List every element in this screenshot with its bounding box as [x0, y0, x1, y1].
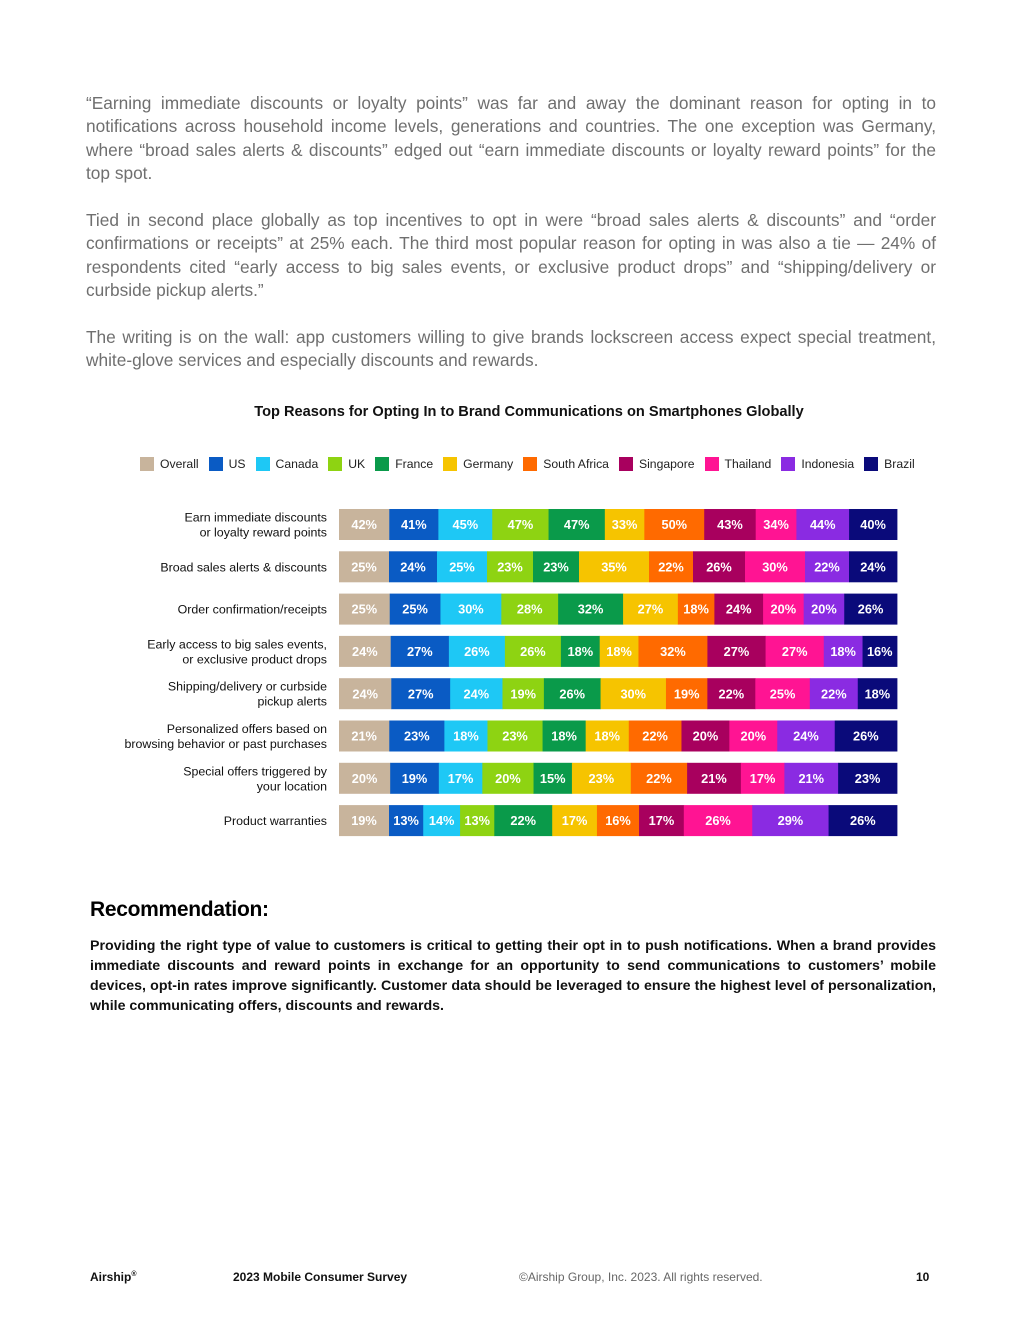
data-label: 13%: [464, 813, 490, 829]
category-label-line: Shipping/delivery or curbside: [167, 679, 327, 694]
data-label: 42%: [351, 517, 377, 533]
data-label: 20%: [351, 770, 378, 786]
legend-item-france: [375, 457, 433, 471]
data-label: 25%: [351, 559, 377, 575]
footer-report-title: 2023 Mobile Consumer Survey: [233, 1270, 408, 1284]
data-label: 41%: [401, 517, 427, 533]
data-label: 17%: [749, 770, 776, 786]
data-label: 26%: [857, 601, 884, 617]
chart-title: Top Reasons for Opting In to Brand Communications on Smartphones Globally: [254, 404, 804, 420]
data-label: 34%: [763, 517, 789, 533]
chart-legend: [140, 456, 925, 472]
data-label: 20%: [495, 770, 521, 786]
data-label: 16%: [866, 644, 893, 659]
data-label: 24%: [793, 728, 819, 744]
legend-label: Brazil: [884, 457, 915, 471]
legend-item-germany: [443, 457, 513, 471]
data-label: 20%: [770, 601, 797, 617]
data-label: 19%: [351, 813, 377, 829]
legend-swatch: [705, 457, 719, 471]
legend-item-south-africa: [523, 457, 609, 471]
data-label: 19%: [401, 770, 428, 786]
data-label: 18%: [594, 728, 621, 744]
data-label: 18%: [864, 686, 891, 702]
data-label: 26%: [853, 728, 879, 744]
category-label: [147, 637, 327, 666]
category-label-line: your location: [256, 779, 327, 794]
legend-swatch: [443, 457, 457, 471]
legend-label: Singapore: [638, 457, 695, 471]
data-label: 24%: [463, 686, 490, 702]
data-label: 22%: [510, 813, 537, 829]
legend-item-thailand: [705, 457, 772, 471]
data-label: 22%: [642, 728, 668, 744]
data-label: 35%: [601, 559, 627, 575]
data-label: 14%: [428, 813, 455, 829]
data-label: 21%: [798, 770, 825, 786]
legend-swatch: [523, 457, 537, 471]
data-label: 27%: [723, 644, 750, 659]
data-label: 26%: [849, 813, 876, 829]
data-label: 43%: [717, 517, 743, 533]
legend-swatch: [328, 457, 342, 471]
data-label: 17%: [447, 770, 474, 786]
category-label-line: Order confirmation/receipts: [177, 602, 327, 617]
legend-label: France: [395, 457, 434, 471]
category-label: [125, 722, 328, 751]
data-label: 25%: [449, 559, 475, 575]
data-label: 23%: [588, 770, 615, 786]
data-label: 21%: [351, 728, 377, 744]
category-label: [160, 560, 327, 574]
legend-label: UK: [348, 457, 366, 471]
data-label: 22%: [814, 559, 840, 575]
legend-swatch: [209, 457, 223, 471]
legend-item-brazil: [864, 457, 914, 471]
data-label: 47%: [563, 517, 590, 533]
category-label-line: Product warranties: [223, 814, 327, 829]
legend-item-canada: [256, 457, 319, 471]
data-label: 19%: [673, 686, 700, 702]
data-label: 13%: [393, 813, 419, 829]
category-label-line: Broad sales alerts & discounts: [160, 560, 327, 575]
legend-label: Germany: [463, 457, 514, 471]
data-label: 27%: [406, 644, 433, 659]
category-label-line: Earn immediate discounts: [184, 510, 327, 525]
data-label: 22%: [658, 559, 684, 575]
data-label: 22%: [820, 686, 847, 702]
data-label: 24%: [352, 644, 378, 659]
data-label: 18%: [453, 728, 479, 744]
intro-text: [86, 92, 936, 396]
data-label: 18%: [551, 728, 577, 744]
data-label: 24%: [400, 559, 426, 575]
footer-brand-mark: ®: [131, 1271, 137, 1278]
data-label: 40%: [860, 517, 886, 533]
data-label: 26%: [705, 813, 731, 829]
data-label: 32%: [660, 644, 686, 659]
data-label: 17%: [561, 813, 588, 829]
category-label-line: browsing behavior or past purchases: [124, 737, 327, 751]
category-label-line: or loyalty reward points: [199, 525, 327, 540]
data-label: 16%: [605, 813, 631, 829]
intro-paragraph-2: Tied in second place globally as top incentives to opt in were “broad sales alerts & discounts” and “order confirmations or receipts” at 25% each. The third most popular reason for opting in was also a tie — 24% of respondents cited “early access to big sales events, or exclusive product drops” and “shipping/delivery or curbside pickup alerts.”: [86, 210, 936, 301]
legend-swatch: [256, 457, 270, 471]
data-label: 18%: [683, 601, 709, 617]
legend-swatch: [375, 457, 389, 471]
data-label: 27%: [637, 601, 664, 617]
data-label: 24%: [352, 686, 378, 702]
category-label-line: pickup alerts: [257, 694, 327, 709]
legend-item-us: [209, 457, 246, 471]
legend-label: Overall: [160, 457, 199, 471]
legend-swatch: [781, 457, 795, 471]
footer-brand: [90, 1270, 137, 1284]
data-label: 23%: [543, 559, 569, 575]
legend-item-uk: [328, 457, 365, 471]
data-label: 23%: [404, 728, 430, 744]
data-label: 26%: [706, 559, 732, 575]
legend-item-singapore: [619, 457, 695, 471]
data-label: 26%: [559, 686, 586, 702]
data-label: 18%: [830, 644, 856, 659]
intro-paragraph-1: “Earning immediate discounts or loyalty points” was far and away the dominant reason for opting in to notifications across household income levels, generations and countries. The one exception was Germany, where “broad sales alerts & discounts” edged out “earn immediate discounts or loyalty reward points” for the top spot.: [86, 93, 936, 184]
data-label: 18%: [606, 644, 632, 659]
category-label-line: or exclusive product drops: [182, 652, 327, 667]
data-label: 50%: [661, 517, 688, 533]
data-label: 17%: [648, 813, 675, 829]
category-label-line: Special offers triggered by: [183, 764, 327, 779]
data-label: 23%: [502, 728, 528, 744]
data-label: 26%: [520, 644, 546, 659]
legend-swatch: [864, 457, 878, 471]
data-label: 22%: [718, 686, 745, 702]
recommendation-title: Recommendation:: [90, 898, 269, 921]
data-label: 30%: [762, 559, 788, 575]
category-label: [183, 764, 328, 793]
data-label: 27%: [781, 644, 808, 659]
data-label: 30%: [458, 601, 484, 617]
data-label: 32%: [577, 601, 604, 617]
legend-swatch: [140, 457, 154, 471]
data-label: 45%: [452, 517, 479, 533]
data-label: 24%: [725, 601, 752, 617]
legend-label: South Africa: [543, 457, 609, 471]
category-label-line: Personalized offers based on: [166, 722, 327, 736]
data-label: 25%: [769, 686, 796, 702]
data-label: 25%: [402, 601, 428, 617]
data-label: 23%: [854, 770, 881, 786]
data-label: 20%: [692, 728, 719, 744]
data-label: 29%: [777, 813, 804, 829]
data-label: 28%: [516, 601, 543, 617]
data-label: 21%: [701, 770, 727, 786]
footer-brand-name: Airship: [90, 1270, 132, 1284]
recommendation-body: Providing the right type of value to customers is critical to getting their opt in to push notifications. When a brand provides immediate discounts and reward points in exchange for an opportunity to send communications to customers’ mobile devices, opt-in rates improve significantly. Customer data should be leveraged to ensure the highest level of personalization, while communicating offers, discounts and rewards.: [90, 938, 936, 1014]
legend-item-indonesia: [781, 457, 854, 471]
data-label: 44%: [809, 517, 836, 533]
data-label: 27%: [407, 686, 434, 702]
legend-label: Indonesia: [801, 457, 855, 471]
data-label: 19%: [510, 686, 536, 702]
legend-item-overall: [140, 457, 199, 471]
data-label: 18%: [567, 644, 594, 659]
data-label: 24%: [860, 559, 886, 575]
data-label: 20%: [811, 601, 837, 617]
legend-label: US: [228, 457, 246, 471]
data-label: 26%: [464, 644, 490, 659]
category-label: [168, 680, 327, 709]
data-label: 23%: [497, 559, 523, 575]
legend-label: Thailand: [724, 457, 772, 471]
stacked-bar-chart: [0, 500, 1020, 850]
data-label: 22%: [646, 770, 672, 786]
data-label: 20%: [740, 728, 767, 744]
footer-copyright: ©Airship Group, Inc. 2023. All rights reserved.: [519, 1270, 763, 1284]
data-label: 15%: [539, 770, 566, 786]
data-label: 33%: [611, 517, 638, 533]
category-label: [178, 603, 327, 617]
footer-page-number: 10: [916, 1270, 930, 1284]
intro-paragraph-3: The writing is on the wall: app customers willing to give brands lockscreen access expect special treatment, white-glove services and especially discounts and rewards.: [86, 327, 936, 371]
data-label: 30%: [620, 686, 647, 702]
legend-swatch: [619, 457, 633, 471]
category-label-line: Early access to big sales events,: [147, 637, 327, 652]
data-label: 25%: [351, 601, 378, 617]
legend-label: Canada: [275, 457, 319, 471]
category-label: [224, 814, 327, 828]
category-label: [184, 511, 327, 540]
data-label: 47%: [507, 517, 534, 533]
